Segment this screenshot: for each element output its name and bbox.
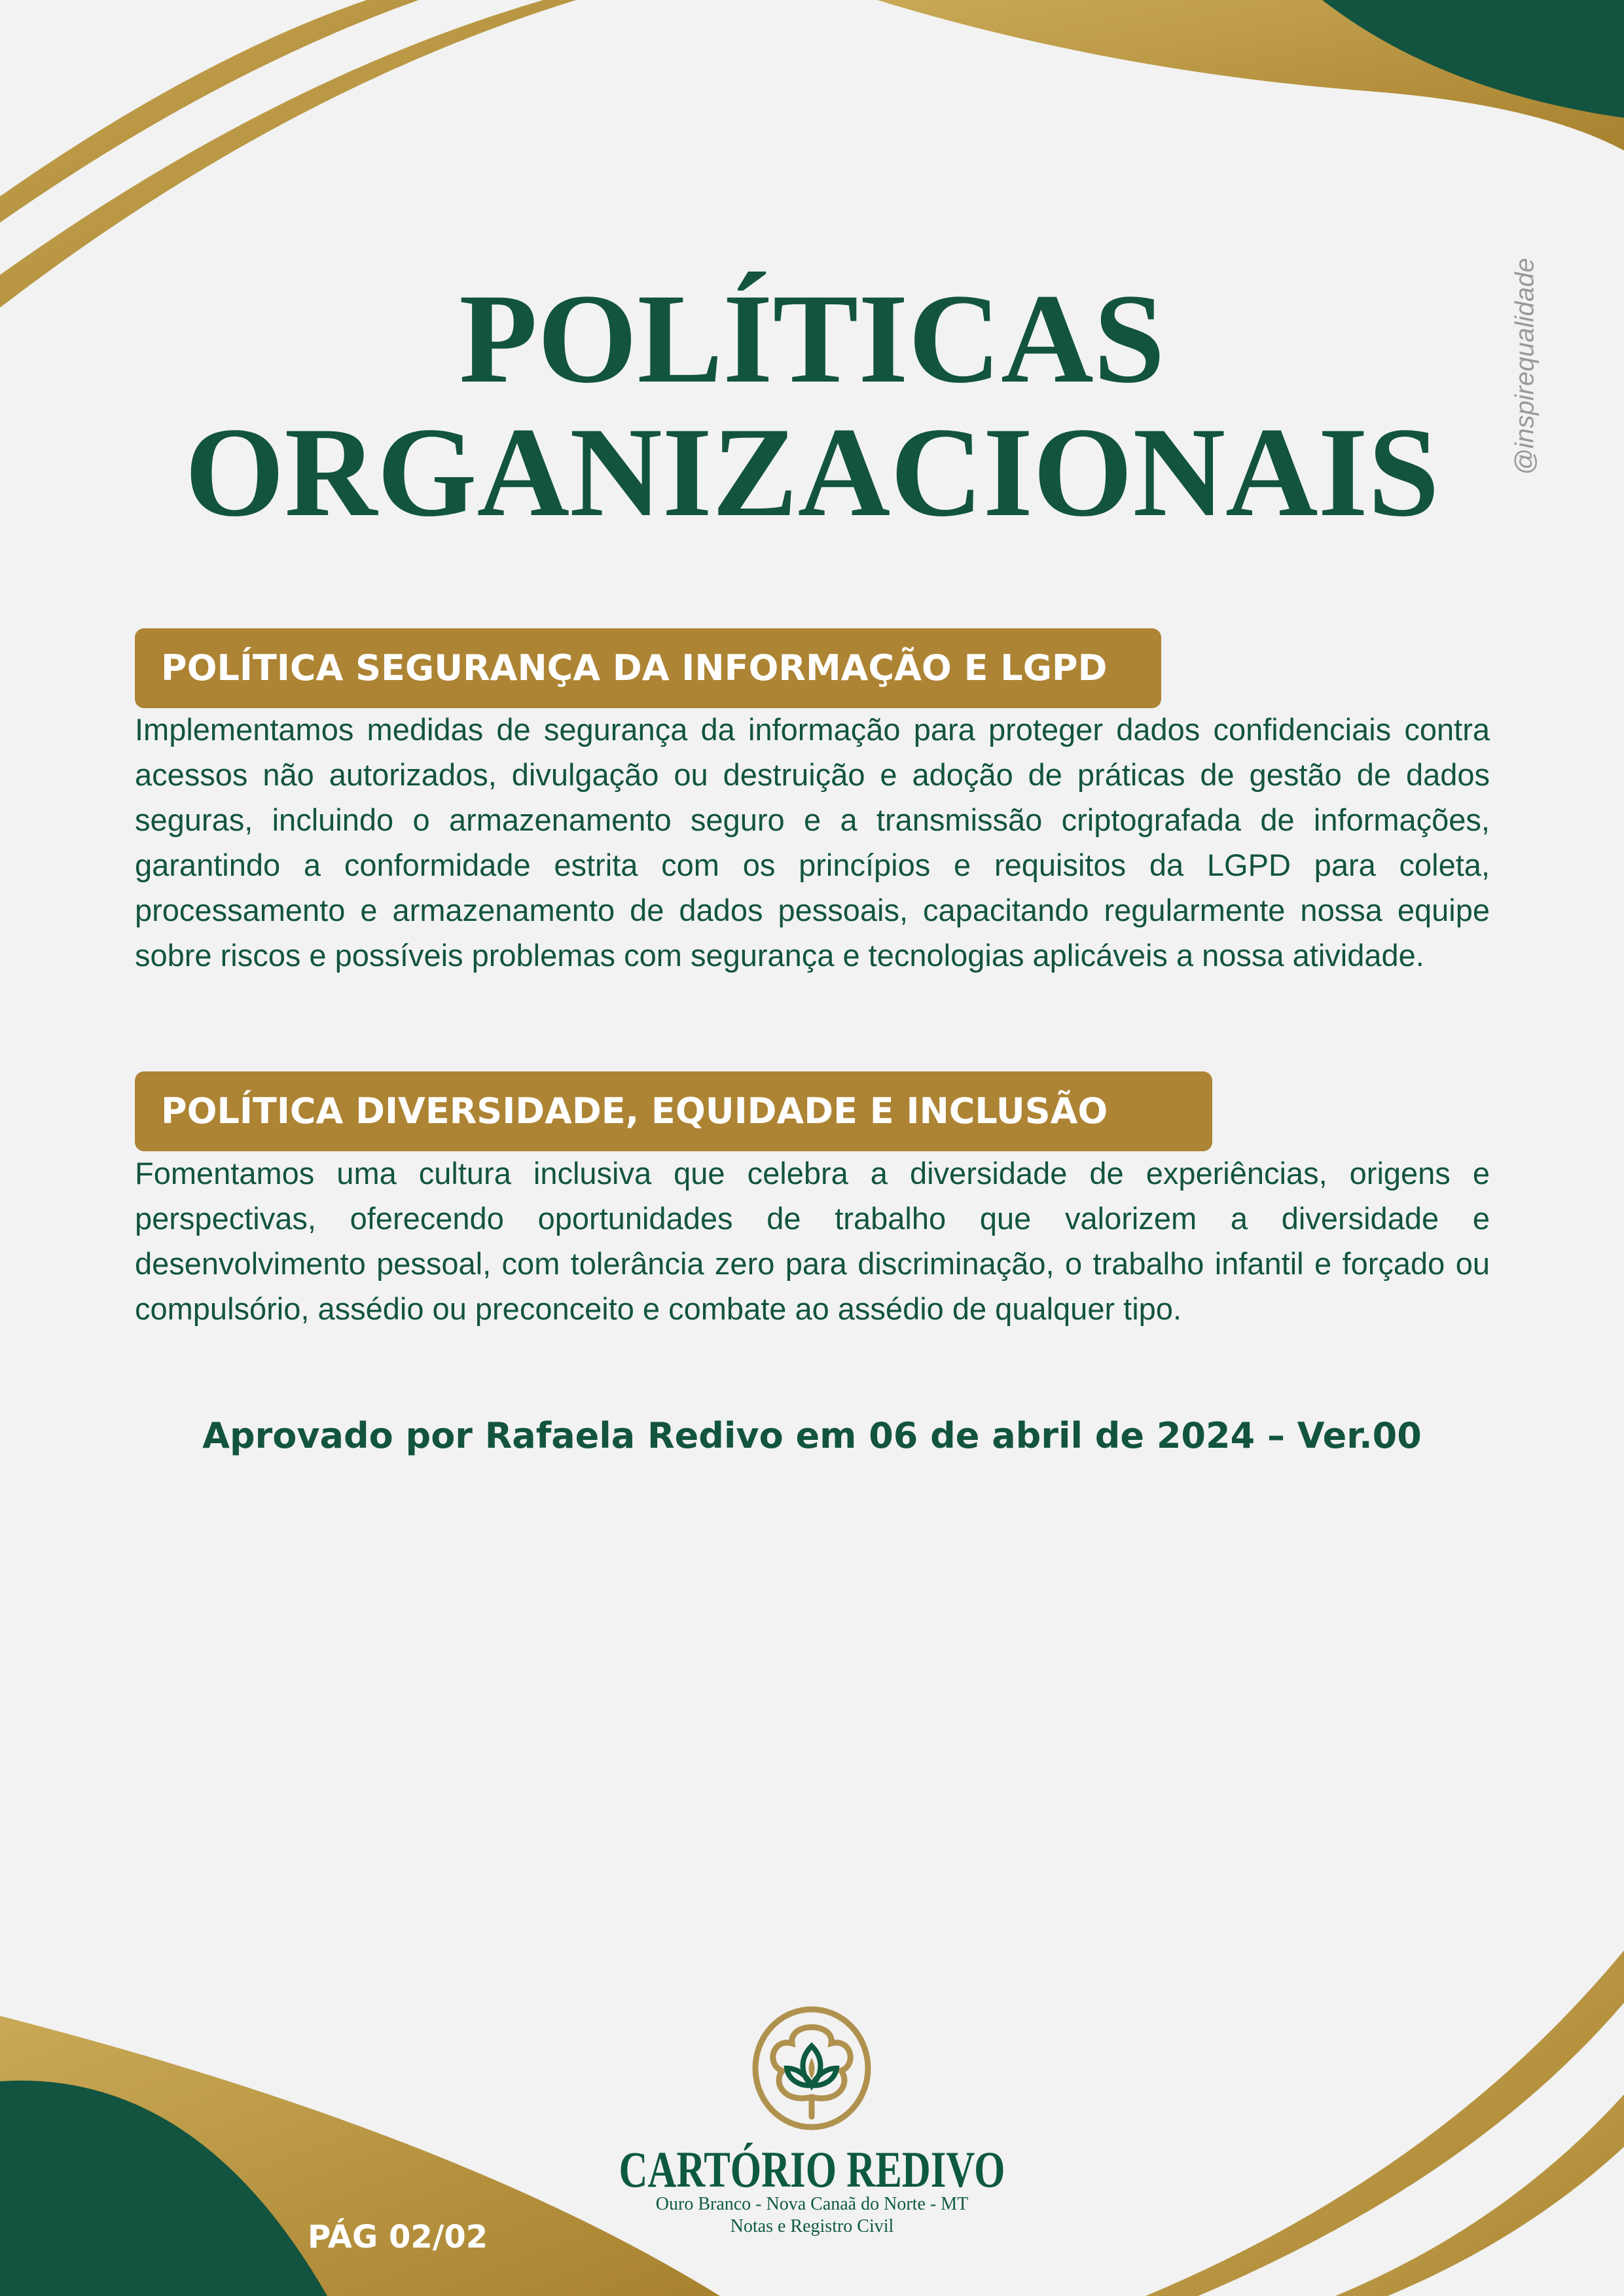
logo-location: Ouro Branco - Nova Canaã do Norte - MT — [655, 2194, 969, 2214]
cartorio-logo-icon — [746, 2005, 877, 2136]
section-body-diversity: Fomentamos uma cultura inclusiva que celebra a diversidade de experiências, origens e perspectivas, oferecendo oportunidades de trabalho que valorizem a diversidade e desenvolvimento pessoal, com tolerância zero para discriminação, o trabalho infantil e forçado ou compulsório, assédio ou preconceito e combate ao assédio de qualquer tipo. — [135, 1156, 1490, 1326]
section-body-security: Implementamos medidas de segurança da informação para proteger dados confidenciais contra acessos não autorizados, divulgação ou destruição e adoção de práticas de gestão de dados seguras, incluindo o armazenamento seguro e a transmissão criptografada de informações, garantindo a conformidade estrita com os princípios e requisitos da LGPD para coleta, processamento e armazenamento de dados pessoais, capacitando regularmente nossa equipe sobre riscos e possíveis problemas com segurança e tecnologias aplicáveis a nossa atividade. — [135, 712, 1490, 973]
logo-subtitle: Notas e Registro Civil — [730, 2216, 894, 2236]
section-heading-diversity: POLÍTICA DIVERSIDADE, EQUIDADE E INCLUSÃO — [135, 1071, 1212, 1151]
section-heading-security: POLÍTICA SEGURANÇA DA INFORMAÇÃO E LGPD — [135, 628, 1161, 708]
page-number: PÁG 02/02 — [308, 2219, 488, 2255]
approval-note: Aprovado por Rafaela Redivo em 06 de abril de 2024 – Ver.00 — [202, 1415, 1422, 1456]
logo-name: CARTÓRIO REDIVO — [619, 2141, 1005, 2198]
watermark-handle: @inspirequalidade — [1510, 258, 1540, 475]
page-title-line2: ORGANIZACIONAIS — [185, 401, 1439, 543]
page-title-line1: POLÍTICAS — [459, 268, 1165, 410]
